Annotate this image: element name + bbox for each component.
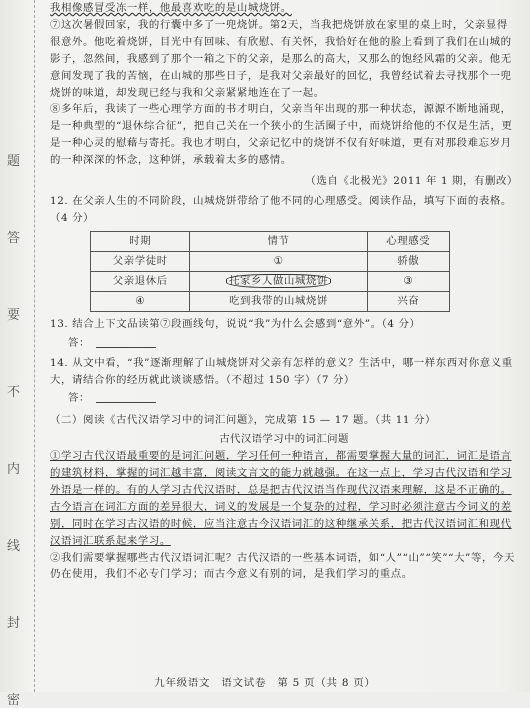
content-area: [50, 0, 518, 583]
table-header-row: [91, 231, 450, 251]
table-cell: ③: [367, 271, 449, 291]
answer-area-13[interactable]: [68, 335, 518, 352]
section-title: （二）阅读《古代汉语学习中的词汇问题》，完成第 15 — 17 题。（共 11 分）: [50, 414, 436, 427]
table-cell: 父亲退休后: [91, 271, 190, 291]
binding-notice: [7, 150, 23, 708]
table-header: 时期: [91, 231, 190, 251]
answer-line[interactable]: [96, 390, 156, 403]
table-cell: 骄傲: [367, 251, 449, 271]
answer-label: 答：: [68, 392, 90, 405]
question-12: 12. 在父亲人生的不同阶段，山城烧饼带给了他不同的心理感受。阅读作品，填写下面的表格。（4 分）: [50, 194, 512, 224]
answer-line[interactable]: [96, 335, 156, 348]
source-citation: （选自《北极光》2011 年 1 期，有删改）: [305, 175, 518, 188]
binding-char: 要: [7, 308, 21, 323]
binding-char: 题: [7, 154, 21, 169]
article-title: 古代汉语学习中的词汇问题: [219, 433, 349, 446]
paragraph-7: ⑦这次暑假回家，我的行囊中多了一兜烧饼。第2天，当我把烧饼放在家里的桌上时，父亲显得很意外。他吃着烧饼，目光中有回味、有欣慰、有关怀，我恰好在他的脸上看到了我们在山城的影子，忽然间，我感到了那个一箱之下的父亲，是那么的高大，又那么的饱经风霜的父亲。他无意间发现了我的苦恼，在山城的那些日子，是我对父亲最好的回忆，我曾经试着去寻找那个一兜烧饼的味道，却发现已经与我和父亲紧紧地连在了一起。: [50, 18, 512, 99]
table-row: [91, 251, 450, 271]
table-cell-text: 托家乡人做山城烧饼: [226, 274, 331, 288]
answer-table: [90, 231, 450, 312]
article-paragraph-2: ②我们需要掌握哪些古代汉语词汇呢？古代汉语的一些基本词语，如“人”“山”“笑”“大”等，今天仍在使用，我们不必专门学习；而古今意义有别的词，是我们学习的重点。: [50, 551, 515, 581]
table-cell: 吃到我带的山城烧饼: [190, 291, 367, 311]
table-cell: ①: [190, 251, 367, 271]
binding-char: 答: [7, 231, 21, 246]
paragraph-8: ⑧多年后，我读了一些心理学方面的书才明白，父亲当年出现的那一种状态，源源不断地涌现，是一种典型的“退休综合征”，把自己关在一个狭小的生活圈子中，而烧饼给他的不仅是生活，更是一种心灵的慰藉与寄托。我也才明白，父亲记忆中的烧饼不仅有好味道，更有对那段难忘岁月的一种深深的怀念，这种饼，承载着太多的感情。: [50, 103, 513, 167]
binding-char: 内: [7, 462, 21, 477]
table-row: [91, 271, 450, 291]
question-14: 14. 从文中看，“我”逐渐理解了山城烧饼对父亲有怎样的意义？生活中，哪一样东西对你意义重大，请结合你的经历就此谈谈感悟。（不超过 150 字）（7 分）: [50, 356, 513, 386]
question-13: 13. 结合上下文品读第⑦段画线句，说说“我”为什么会感到“意外”。（4 分）: [50, 317, 421, 330]
binding-char: 不: [7, 385, 21, 400]
binding-char: 封: [7, 616, 21, 631]
answer-area-14[interactable]: [68, 390, 518, 407]
binding-char: 线: [7, 539, 21, 554]
page-footer: 九年级语文 语文试卷 第 5 页（共 8 页）: [154, 677, 376, 689]
table-header: 心理感受: [367, 231, 449, 251]
table-cell: [190, 271, 367, 291]
table-cell: ④: [91, 291, 190, 311]
answer-label: 答：: [68, 336, 90, 349]
table-cell: 父亲学徒时: [91, 251, 190, 271]
table-cell: 兴奋: [367, 291, 449, 311]
table-row: [91, 291, 450, 311]
table-header: 情节: [190, 231, 367, 251]
binding-char: 密: [7, 693, 21, 708]
binding-margin: [0, 0, 35, 708]
article-paragraph-1: ①学习古代汉语最重要的是词汇问题，学习任何一种语言，都需要掌握大量的词汇，词汇是语言的建筑材料，掌握的词汇越丰富，阅读文言文的能力就越强。在这一点上，学习古代汉语和学习外语是一样的。有的人学习古代汉语时，总是把古代汉语当作现代汉语来理解，这是不正确的。古今语言在词汇方面的差异很大，词义的发展是一个复杂的过程，学习时必须注意古今词义的差别，同时在学习古汉语的时候，应当注意古今汉语词汇的这种继承关系，把古代汉语词汇和现代汉语词汇联系起来学习。: [50, 450, 512, 547]
top-line: 我相像感冒受冻一样，他最喜欢吃的是山城烧饼。: [50, 2, 292, 14]
